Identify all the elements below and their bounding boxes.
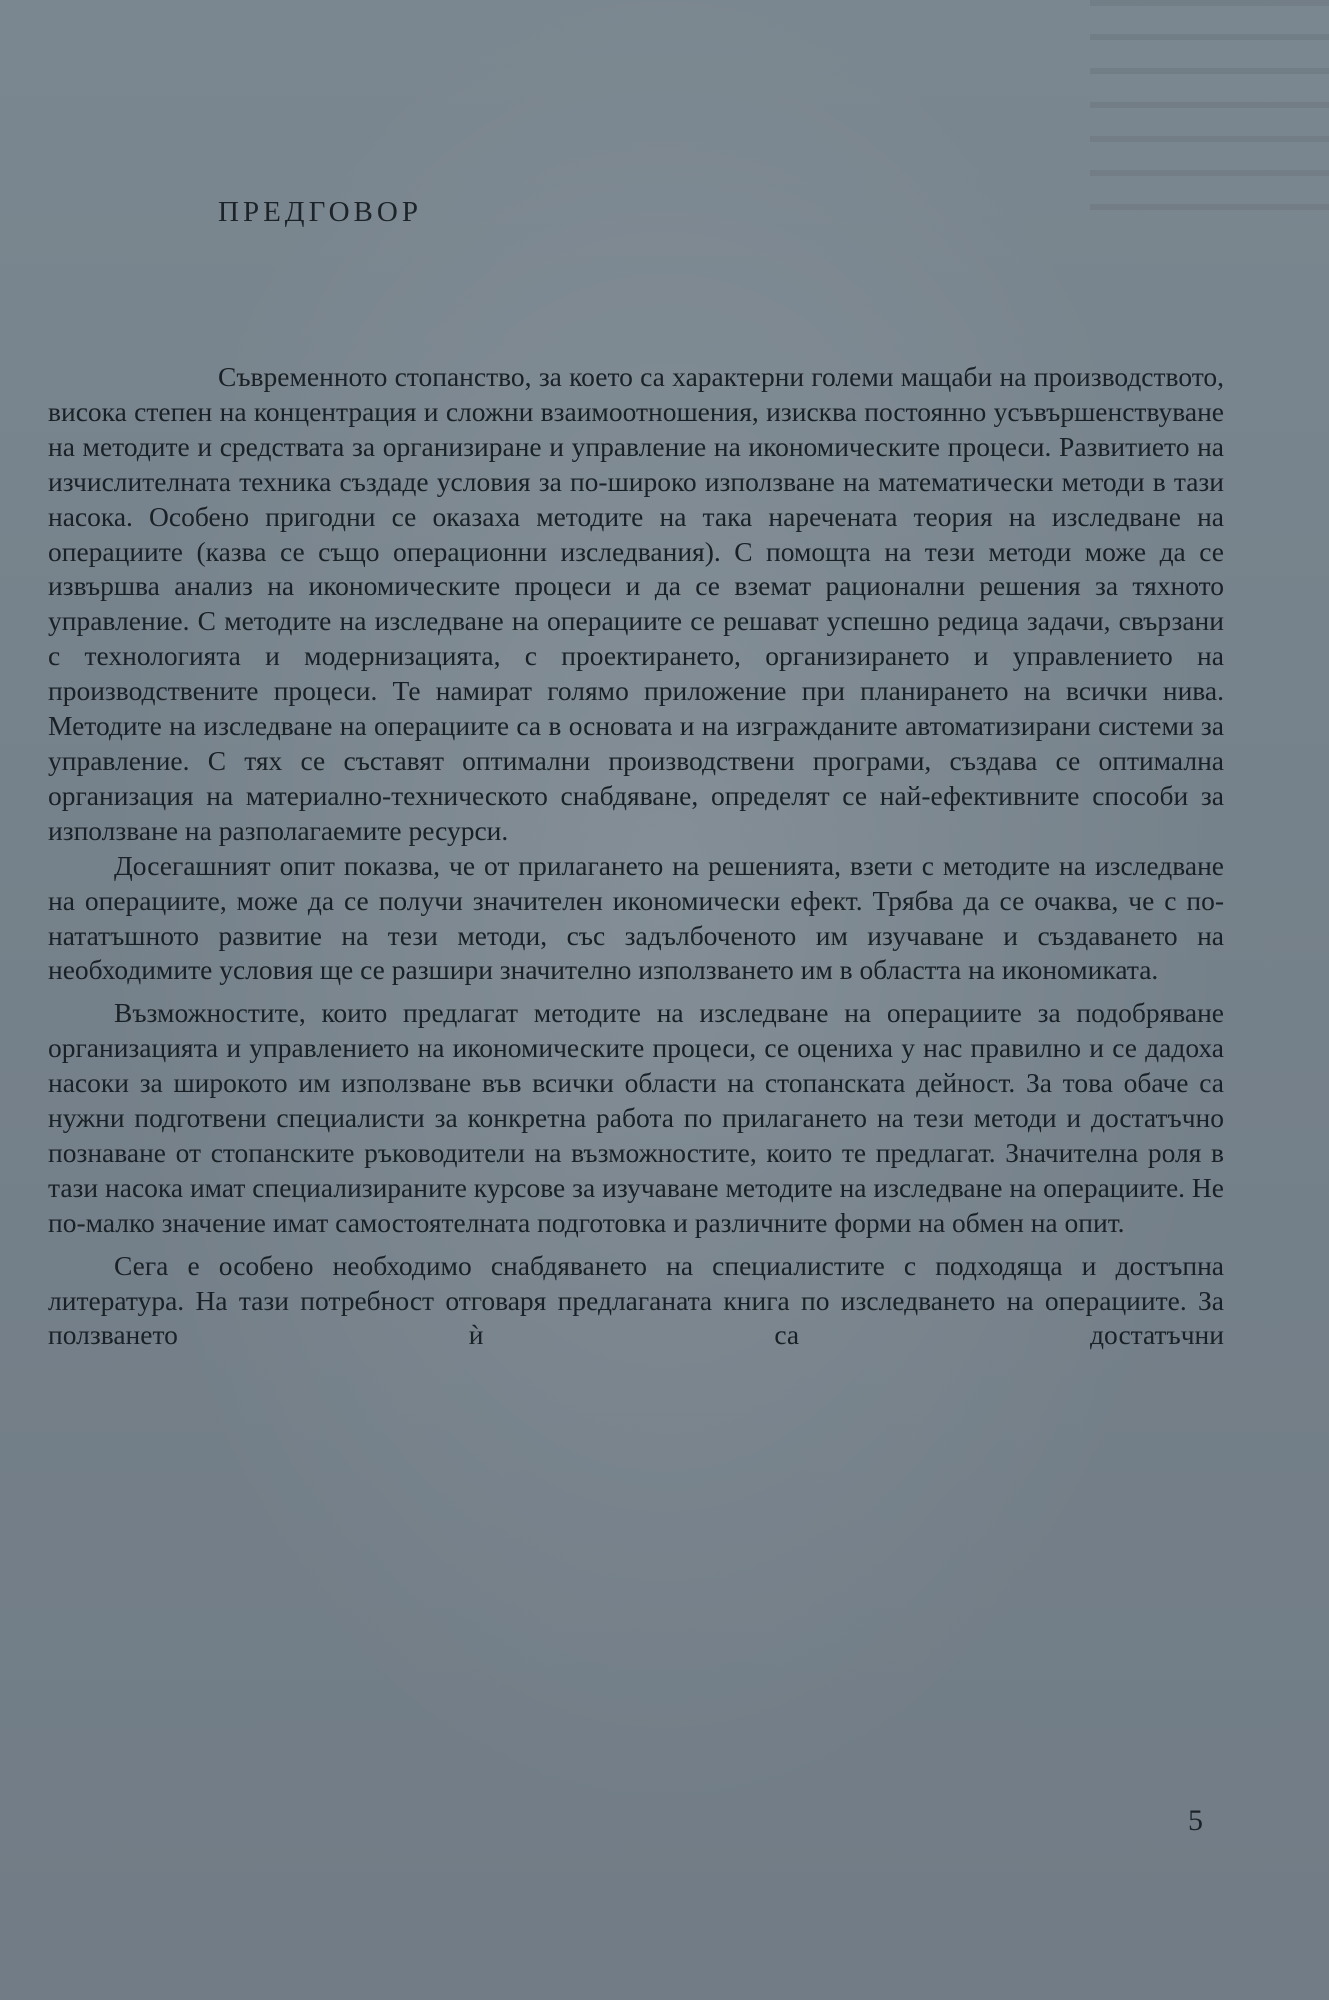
paragraph-1: Съвременното стопанство, за което са характерни големи мащаби на производството, висока степен на концентрация и сложни взаимоотношения, изисква постоянно усъвършенствуване на методите и средствата за организиране и управление на икономическите процеси. Развитието на изчислителната техника създаде условия за по-широко използване на математически методи в тази насока. Особено пригодни се оказаха методите на така наречената теория на изследване на операциите (казва се също операционни изследвания). С помощта на тези методи може да се извършва анализ на икономическите процеси и да се вземат рационални решения за тяхното управление. С методите на изследване на операциите се решават успешно редица задачи, свързани с технологията и модернизацията, с проектирането, организирането и управлението на производствените процеси. Те намират голямо приложение при планирането на всички нива. Методите на изследване на операциите са в основата и на изгражданите автоматизирани системи за управление. С тях се съставят оптимални производствени програми, създава се оптимална организация на материално-техническото снабдяване, определят се най-ефективните способи за използване на разполагаемите ресурси.	[48, 361, 1224, 846]
page-number: 5	[1188, 1804, 1203, 1837]
bleed-through-texture	[1090, 0, 1329, 230]
page-title: ПРЕДГОВОР	[218, 196, 422, 228]
paragraph-4: Сега е особено необходимо снабдяването на специалистите с подходяща и достъпна литература. На тази потребност отговаря предлаганата книга по изследването на операциите. За ползването ѝ са достатъчни	[48, 1249, 1224, 1351]
paragraph-3: Възможностите, които предлагат методите на изследване на операциите за подобряване организацията и управлението на икономическите процеси, се оцениха у нас правилно и се дадоха насоки за широкото им използване във всички области на стопанската дейност. За това обаче са нужни подготвени специалисти за конкретна работа по прилагането на тези методи и достатъчно познаване от стопанските ръководители на възможностите, които те предлагат. Значителна роля в тази насока имат специализираните курсове за изучаване методите на изследване на операциите. Не по-малко значение имат самостоятелната подготовка и различните форми на обмен на опит.	[48, 997, 1224, 1238]
paragraph-2: Досегашният опит показва, че от прилагането на решенията, взети с методите на изследване на операциите, може да се получи значителен икономически ефект. Трябва да се очаква, че с по-нататъшното развитие на тези методи, със задълбоченото им изучаване и създаването на необходимите условия ще се разшири значително използването им в областта на икономиката.	[48, 849, 1224, 986]
preface-text	[48, 360, 1224, 1353]
